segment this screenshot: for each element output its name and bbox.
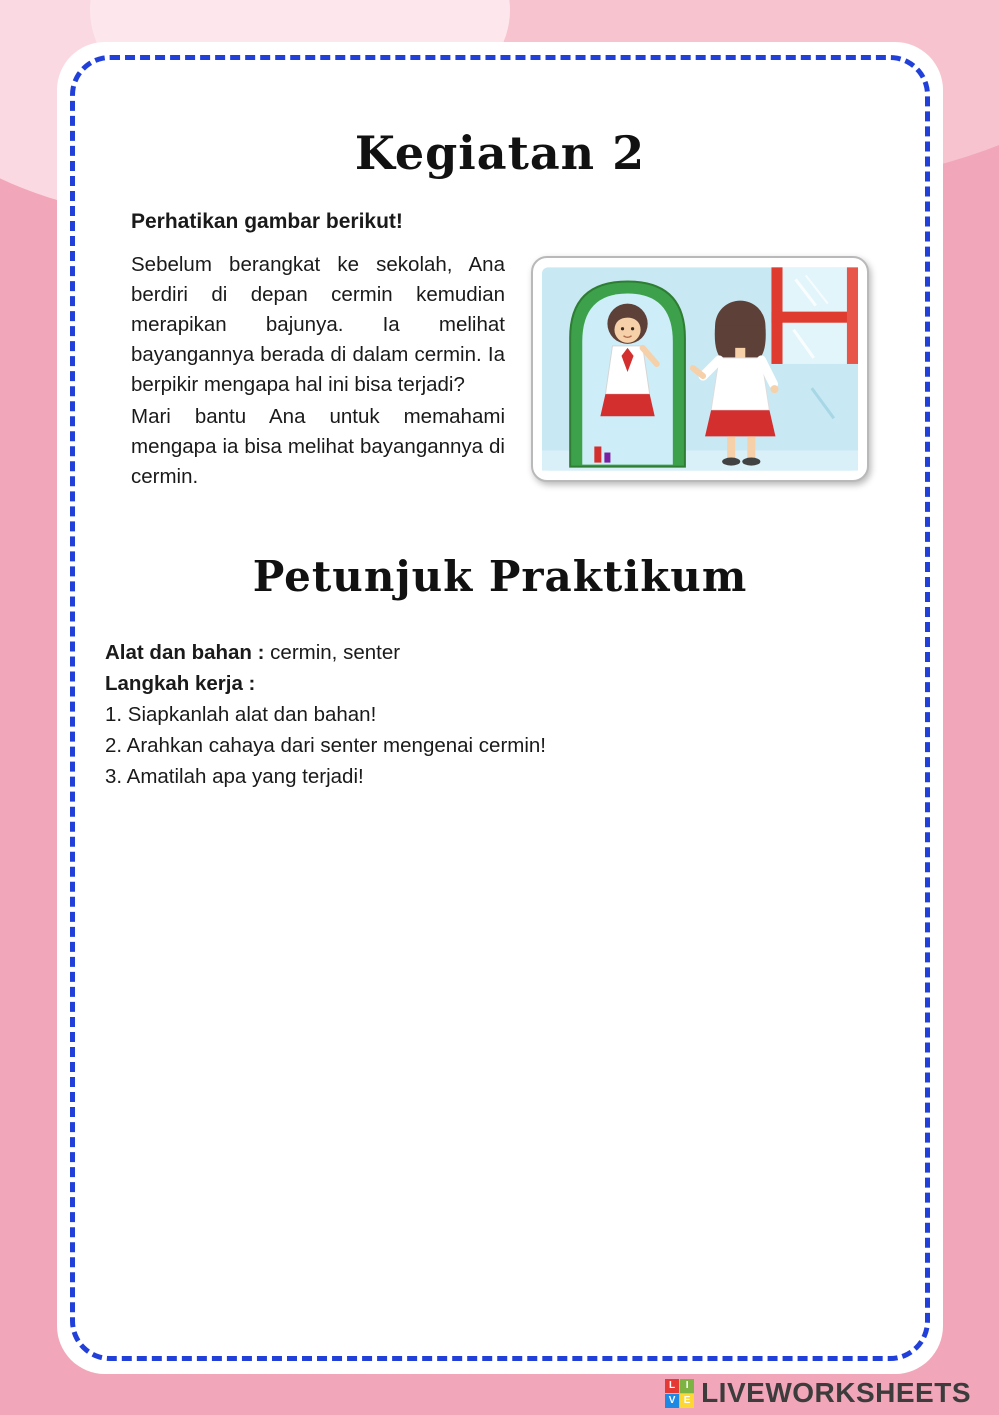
practicum-instructions xyxy=(105,637,869,792)
dashed-border-frame xyxy=(70,55,930,1361)
materials-line xyxy=(105,637,869,668)
materials-label: Alat dan bahan : xyxy=(105,641,265,664)
brand-name: LIVEWORKSHEETS xyxy=(701,1377,971,1408)
liveworksheets-logo[interactable] xyxy=(665,1377,971,1409)
worksheet-card xyxy=(57,42,943,1374)
paragraph-invitation: Mari bantu Ana untuk memahami mengapa ia bisa melihat bayangannya di cermin. xyxy=(131,405,505,488)
step-item-2: 2. Arahkan cahaya dari senter mengenai cermin! xyxy=(105,734,547,757)
step-item-3: 3. Amatilah apa yang terjadi! xyxy=(105,765,364,788)
logo-letter-v: V xyxy=(665,1394,679,1408)
intro-text-column xyxy=(131,250,505,494)
logo-letter-i: I xyxy=(680,1379,694,1393)
section-title: Petunjuk Praktikum xyxy=(252,552,748,601)
mirror-icon xyxy=(570,281,685,466)
intro-section xyxy=(131,250,869,494)
intro-heading: Perhatikan gambar berikut! xyxy=(131,210,403,233)
page-title: Kegiatan 2 xyxy=(354,126,646,180)
materials-value: cermin, senter xyxy=(264,641,401,664)
steps-label: Langkah kerja : xyxy=(105,672,256,695)
liveworksheets-logo-icon xyxy=(665,1379,694,1408)
logo-letter-l: L xyxy=(665,1379,679,1393)
steps-list xyxy=(105,699,869,792)
paragraph-story: Sebelum berangkat ke sekolah, Ana berdiri di depan cermin kemudian merapikan bajunya. Ia melihat bayangannya berada di dalam cermin. Ia berpikir mengapa hal ini bisa terjadi? xyxy=(131,253,505,396)
step-item-1: 1. Siapkanlah alat dan bahan! xyxy=(105,703,377,726)
logo-letter-e: E xyxy=(680,1394,694,1408)
girl-mirror-illustration xyxy=(531,256,869,482)
